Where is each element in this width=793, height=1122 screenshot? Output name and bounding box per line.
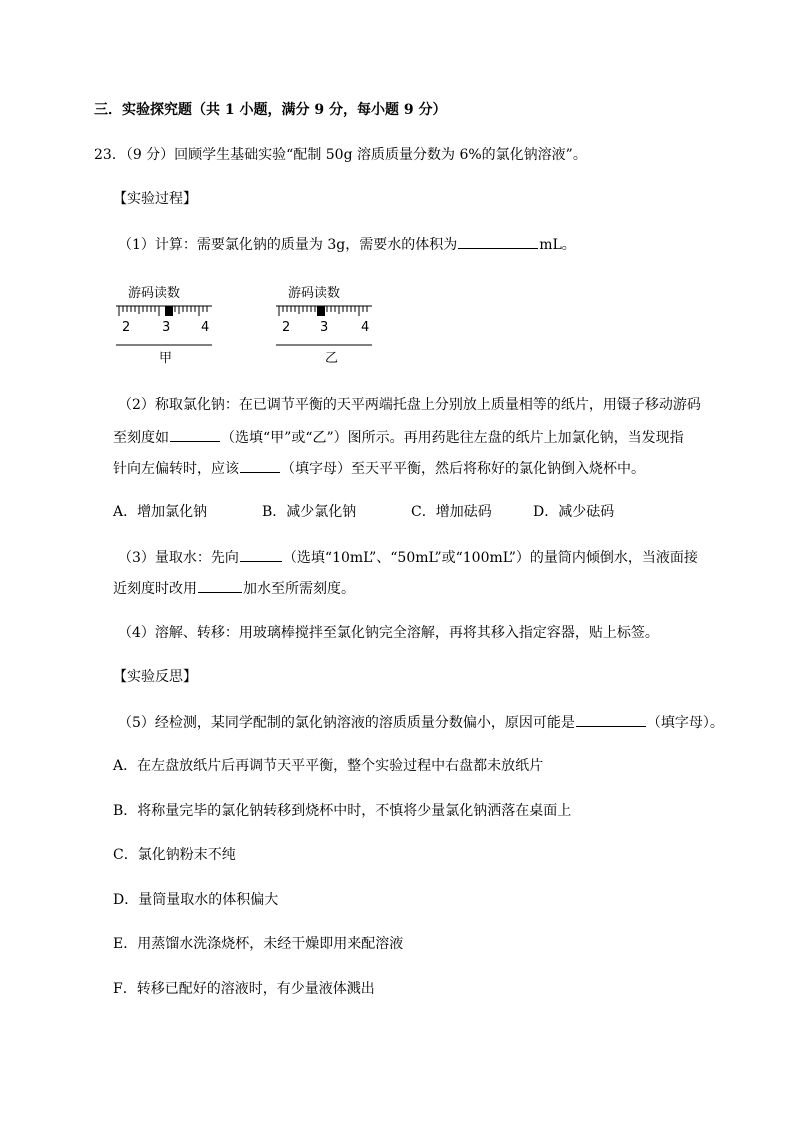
step1-unit: mL。 bbox=[539, 237, 576, 253]
step2-option-a: A．增加氯化钠 bbox=[113, 504, 208, 520]
step3-line1-text-b: （选填“10mL”、“50mL”或“100mL”）的量筒内倾倒水，当液面接 bbox=[282, 550, 698, 566]
step3-tool-blank[interactable] bbox=[198, 578, 242, 593]
rider-scale-yi bbox=[276, 282, 376, 366]
tick-label-3-jia: 3 bbox=[162, 320, 171, 335]
figure-label-yi: 乙 bbox=[325, 351, 339, 366]
tick-label-2-yi: 2 bbox=[282, 320, 291, 335]
tick-label-4-jia: 4 bbox=[201, 320, 210, 335]
step3-line2-text-b: 加水至所需刻度。 bbox=[243, 581, 355, 597]
rider-scale-yi-graphic bbox=[276, 282, 376, 366]
step5-option-a: A．在左盘放纸片后再调节天平平衡，整个实验过程中右盘都未放纸片 bbox=[113, 758, 544, 774]
step5-suffix: （填字母）。 bbox=[646, 715, 724, 731]
step2-figure-blank[interactable] bbox=[170, 427, 220, 442]
process-heading: 【实验过程】 bbox=[113, 191, 197, 207]
step2-line2-text-a: 至刻度如 bbox=[113, 430, 169, 446]
step1-answer-blank[interactable] bbox=[458, 234, 538, 249]
step5-option-c: C．氯化钠粉末不纯 bbox=[113, 847, 236, 863]
step3-line1-text-a: （3）量取水：先向 bbox=[118, 550, 239, 566]
step2-line3-text-b: （填字母）至天平平衡，然后将称好的氯化钠倒入烧杯中。 bbox=[281, 461, 645, 477]
rider-reading-label-jia: 游码读数 bbox=[128, 286, 181, 301]
step2-option-c: C．增加砝码 bbox=[411, 504, 492, 520]
step5-line bbox=[118, 712, 724, 733]
step2-letter-blank[interactable] bbox=[240, 458, 280, 473]
step3-line2-text-a: 近刻度时改用 bbox=[113, 581, 197, 597]
figure-label-jia: 甲 bbox=[159, 351, 173, 366]
step5-option-f: F．转移已配好的溶液时，有少量液体溅出 bbox=[113, 981, 375, 997]
step2-option-d: D．减少砝码 bbox=[533, 504, 615, 520]
rider-scale-jia-graphic bbox=[116, 282, 216, 366]
step2-line3-text-a: 针向左偏转时，应该 bbox=[113, 461, 239, 477]
step3-cylinder-blank[interactable] bbox=[240, 547, 282, 562]
tick-label-2-jia: 2 bbox=[122, 320, 131, 335]
step2-option-b: B．减少氯化钠 bbox=[262, 504, 357, 520]
step5-option-b: B．将称量完毕的氯化钠转移到烧杯中时，不慎将少量氯化钠洒落在桌面上 bbox=[113, 803, 572, 819]
step5-text: （5）经检测，某同学配制的氯化钠溶液的溶质质量分数偏小，原因可能是 bbox=[118, 715, 575, 731]
tick-label-4-yi: 4 bbox=[361, 320, 370, 335]
scale-ticks-jia bbox=[119, 306, 207, 316]
rider-scale-jia bbox=[116, 282, 216, 366]
step3-line2 bbox=[113, 578, 355, 599]
step2-line2 bbox=[113, 427, 684, 448]
step4-line: （4）溶解、转移：用玻璃棒搅拌至氯化钠完全溶解，再将其移入指定容器，贴上标签。 bbox=[118, 625, 659, 641]
step2-line2-text-b: （选填“甲”或“乙”）图所示。再用药匙往左盘的纸片上加氯化钠，当发现指 bbox=[221, 430, 684, 446]
step5-option-d: D．量筒量取水的体积偏大 bbox=[113, 892, 279, 908]
step3-line1 bbox=[118, 547, 698, 568]
step1-line bbox=[118, 234, 576, 255]
section-title: 三．实验探究题（共 1 小题，满分 9 分，每小题 9 分） bbox=[94, 102, 447, 118]
step1-text: （1）计算：需要氯化钠的质量为 3g，需要水的体积为 bbox=[118, 237, 458, 253]
reflection-heading: 【实验反思】 bbox=[113, 669, 197, 685]
question-stem: 23．（9 分）回顾学生基础实验“配制 50g 溶质质量分数为 6%的氯化钠溶液”。 bbox=[94, 147, 587, 163]
rider-reading-label-yi: 游码读数 bbox=[288, 286, 341, 301]
step2-line3 bbox=[113, 458, 645, 479]
rider-marker-jia bbox=[165, 306, 173, 316]
step5-option-e: E．用蒸馏水洗涤烧杯，未经干燥即用来配溶液 bbox=[113, 936, 404, 952]
rider-marker-yi bbox=[317, 306, 325, 316]
step5-answer-blank[interactable] bbox=[576, 712, 646, 727]
step2-line1: （2）称取氯化钠：在已调节平衡的天平两端托盘上分别放上质量相等的纸片，用镊子移动游码 bbox=[118, 397, 701, 413]
tick-label-3-yi: 3 bbox=[320, 320, 329, 335]
